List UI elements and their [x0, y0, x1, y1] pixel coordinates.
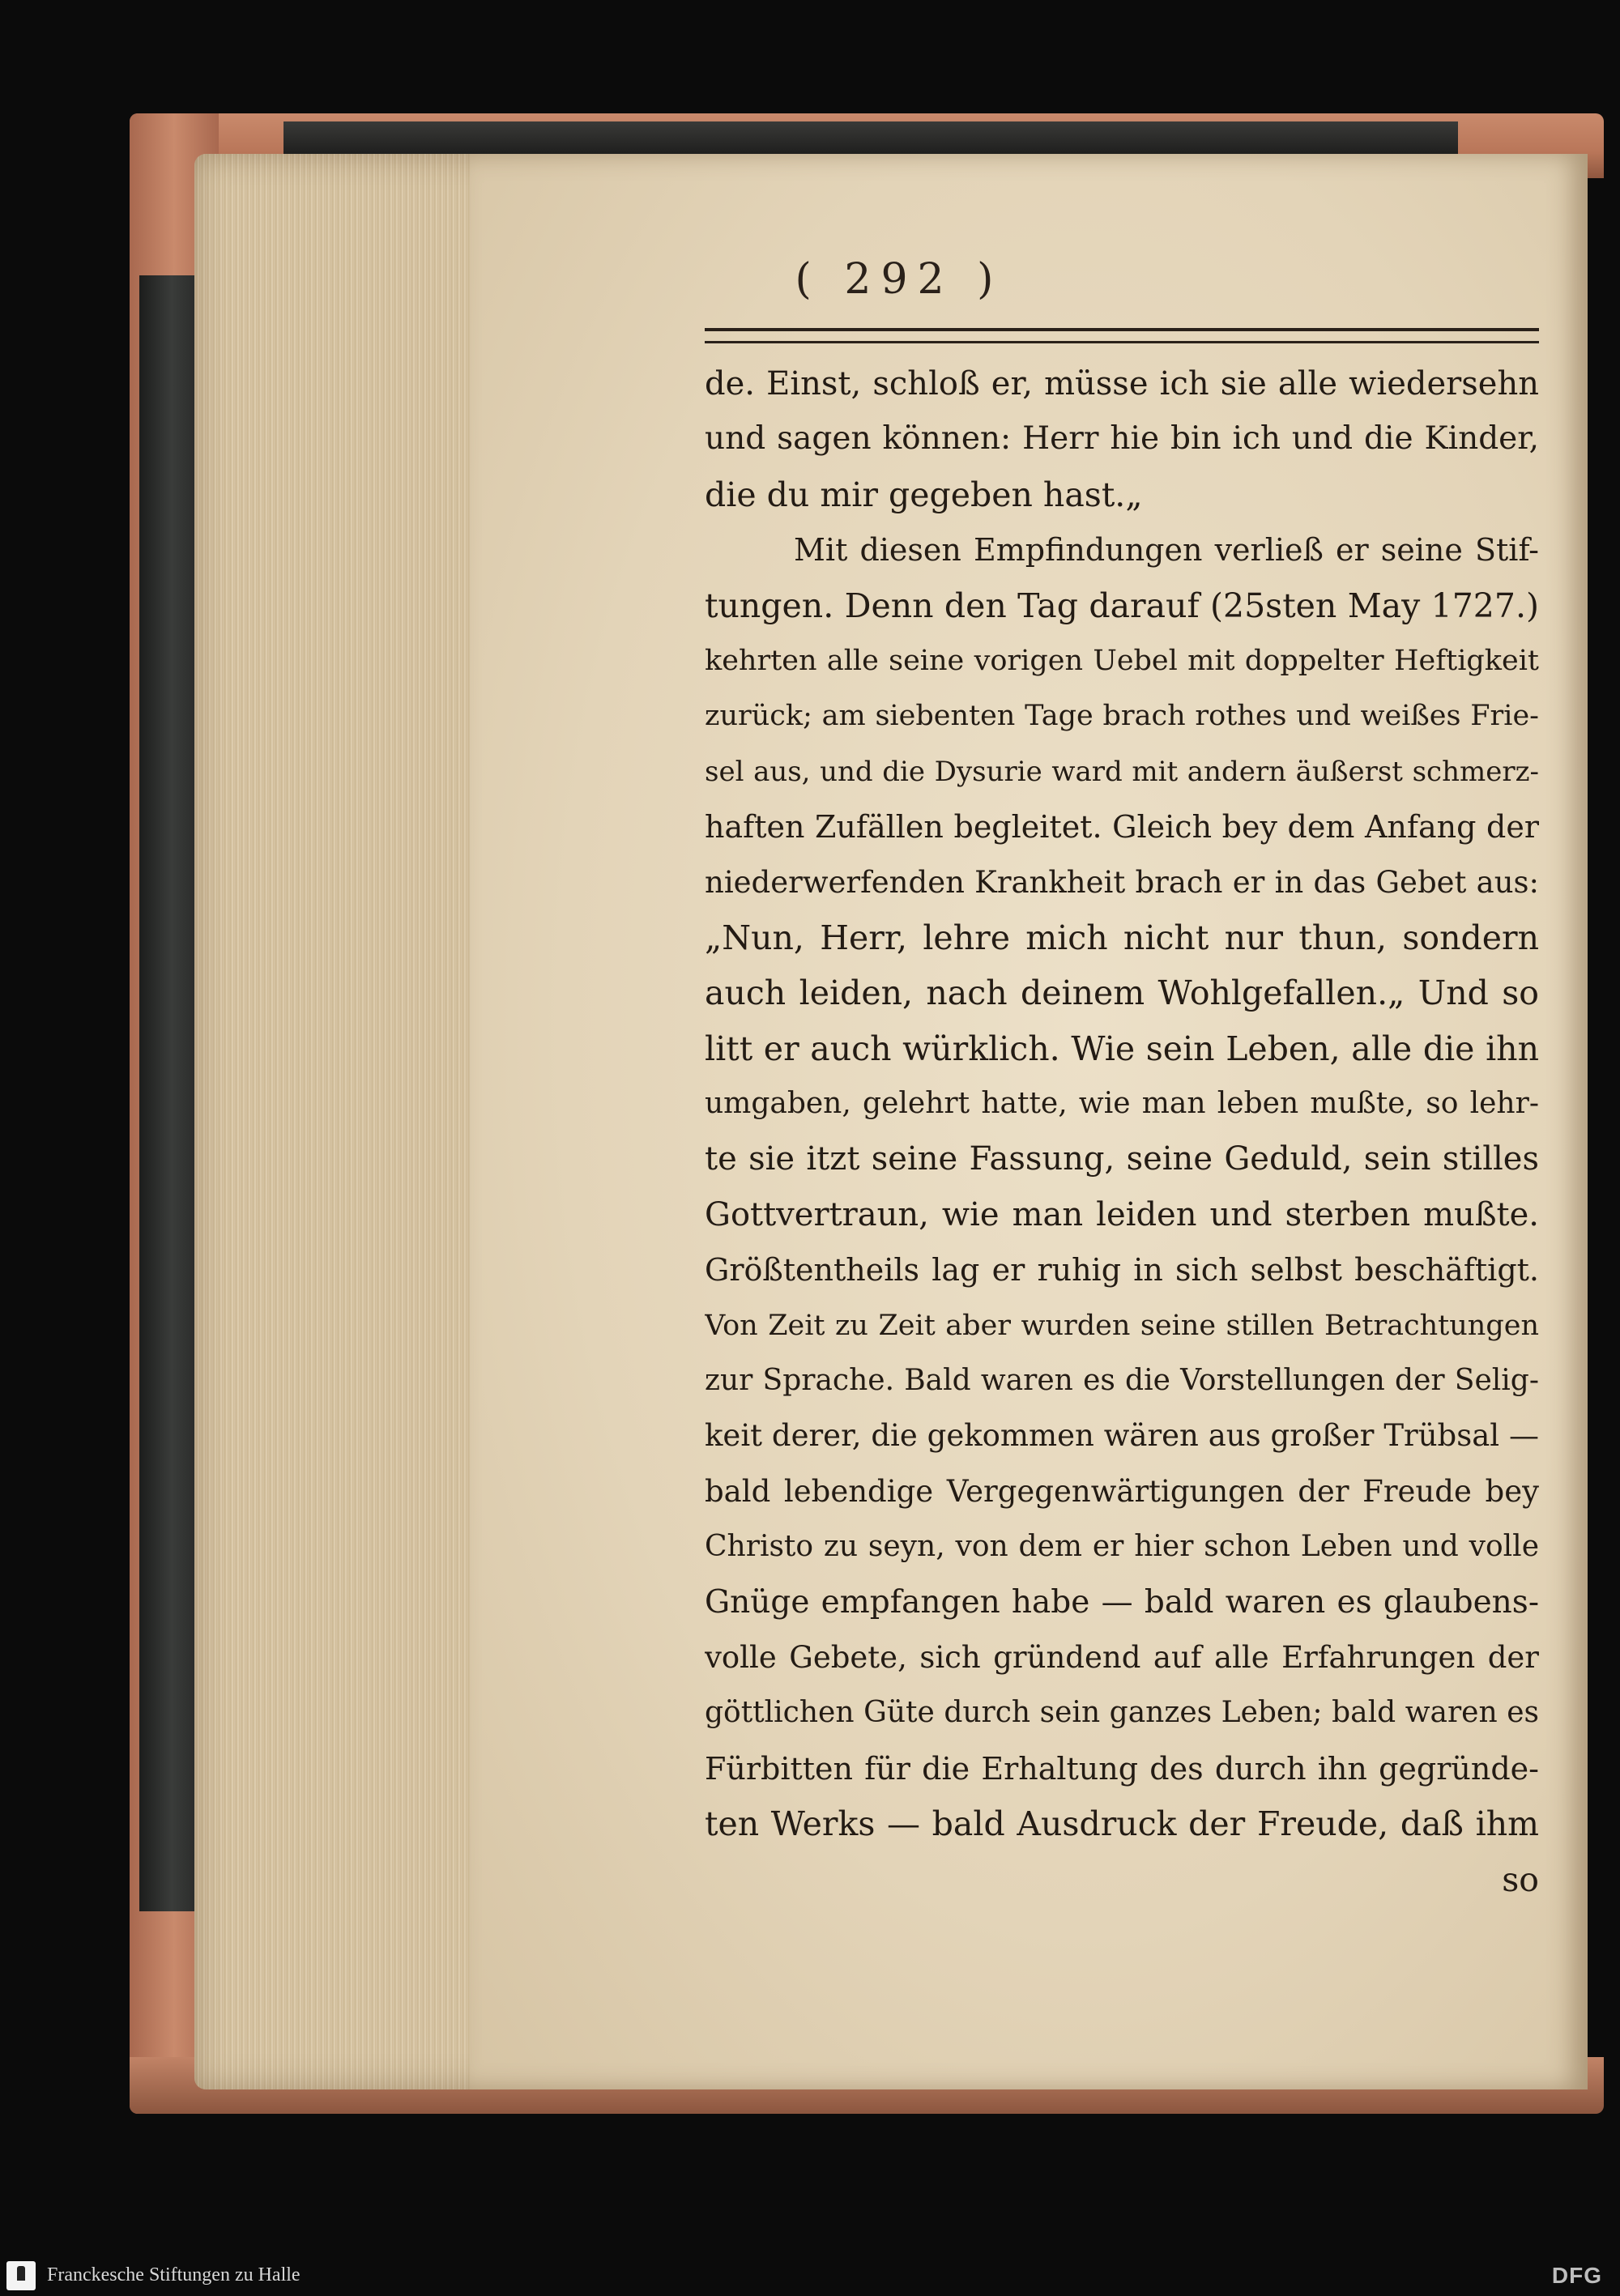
catchword: so — [1502, 1859, 1539, 1899]
text-line: Von Zeit zu Zeit aber wurden seine stillen Betrachtungen — [705, 1309, 1539, 1342]
text-line: „Nun, Herr, lehre mich nicht nur thun, sondern — [705, 918, 1539, 957]
text-line: und sagen können: Herr hie bin ich und die Kinder, — [705, 420, 1539, 458]
text-line: te sie itzt seine Fassung, seine Geduld, sein stilles — [705, 1140, 1539, 1178]
text-line: de. Einst, schloß er, müsse ich sie alle wiedersehn — [705, 365, 1539, 403]
text-line: tungen. Denn den Tag darauf (25sten May 1727.) — [705, 586, 1539, 625]
text-line: zur Sprache. Bald waren es die Vorstellungen der Selig- — [705, 1364, 1539, 1398]
text-line: Gnüge empfangen habe — bald waren es glaubens- — [705, 1583, 1539, 1621]
text-line: zurück; am siebenten Tage brach rothes und weißes Frie- — [705, 700, 1539, 733]
page-text — [705, 356, 1539, 1907]
text-line: umgaben, gelehrt hatte, wie man leben mußte, so lehr- — [705, 1087, 1539, 1121]
institution-name: Franckesche Stiftungen zu Halle — [47, 2264, 301, 2285]
text-line: Christo zu seyn, von dem er hier schon Leben und volle — [705, 1530, 1539, 1564]
text-line: göttlichen Güte durch sein ganzes Leben; bald waren es — [705, 1696, 1539, 1730]
institution-logo-icon — [6, 2261, 36, 2290]
text-line: volle Gebete, sich gründend auf alle Erfahrungen der — [705, 1639, 1539, 1675]
text-line: auch leiden, nach deinem Wohlgefallen.„ Und so — [705, 973, 1539, 1013]
page-number: ( 292 ) — [795, 255, 1004, 304]
text-line: keit derer, die gekommen wären aus großer Trübsal — — [705, 1418, 1539, 1454]
text-line: litt er auch würklich. Wie sein Leben, alle die ihn — [705, 1029, 1539, 1068]
text-line: haften Zufällen begleitet. Gleich bey dem Anfang der — [705, 809, 1539, 846]
header-rule — [705, 328, 1539, 343]
text-line: Größtentheils lag er ruhig in sich selbst beschäftigt. — [705, 1252, 1539, 1289]
viewer-footer — [0, 2260, 1620, 2296]
dfg-logo: DFG — [1551, 2263, 1602, 2288]
text-line: bald lebendige Vergegenwärtigungen der Freude bey — [705, 1473, 1539, 1509]
text-line: Gottvertraun, wie man leiden und sterben mußte. — [705, 1195, 1539, 1233]
text-line: Fürbitten für die Erhaltung des durch ihn gegründe- — [705, 1750, 1539, 1787]
text-line: Mit diesen Empfindungen verließ er seine Stif- — [794, 532, 1539, 569]
text-line: ten Werks — bald Ausdruck der Freude, daß ihm — [705, 1804, 1539, 1844]
text-line: die du mir gegeben hast.„ — [705, 475, 1143, 514]
text-line: kehrten alle seine vorigen Uebel mit doppelter Heftigkeit — [705, 644, 1539, 677]
text-line: niederwerfenden Krankheit brach er in das Gebet aus: — [705, 864, 1539, 900]
text-line: sel aus, und die Dysurie ward mit andern äußerst schmerz- — [705, 755, 1539, 788]
